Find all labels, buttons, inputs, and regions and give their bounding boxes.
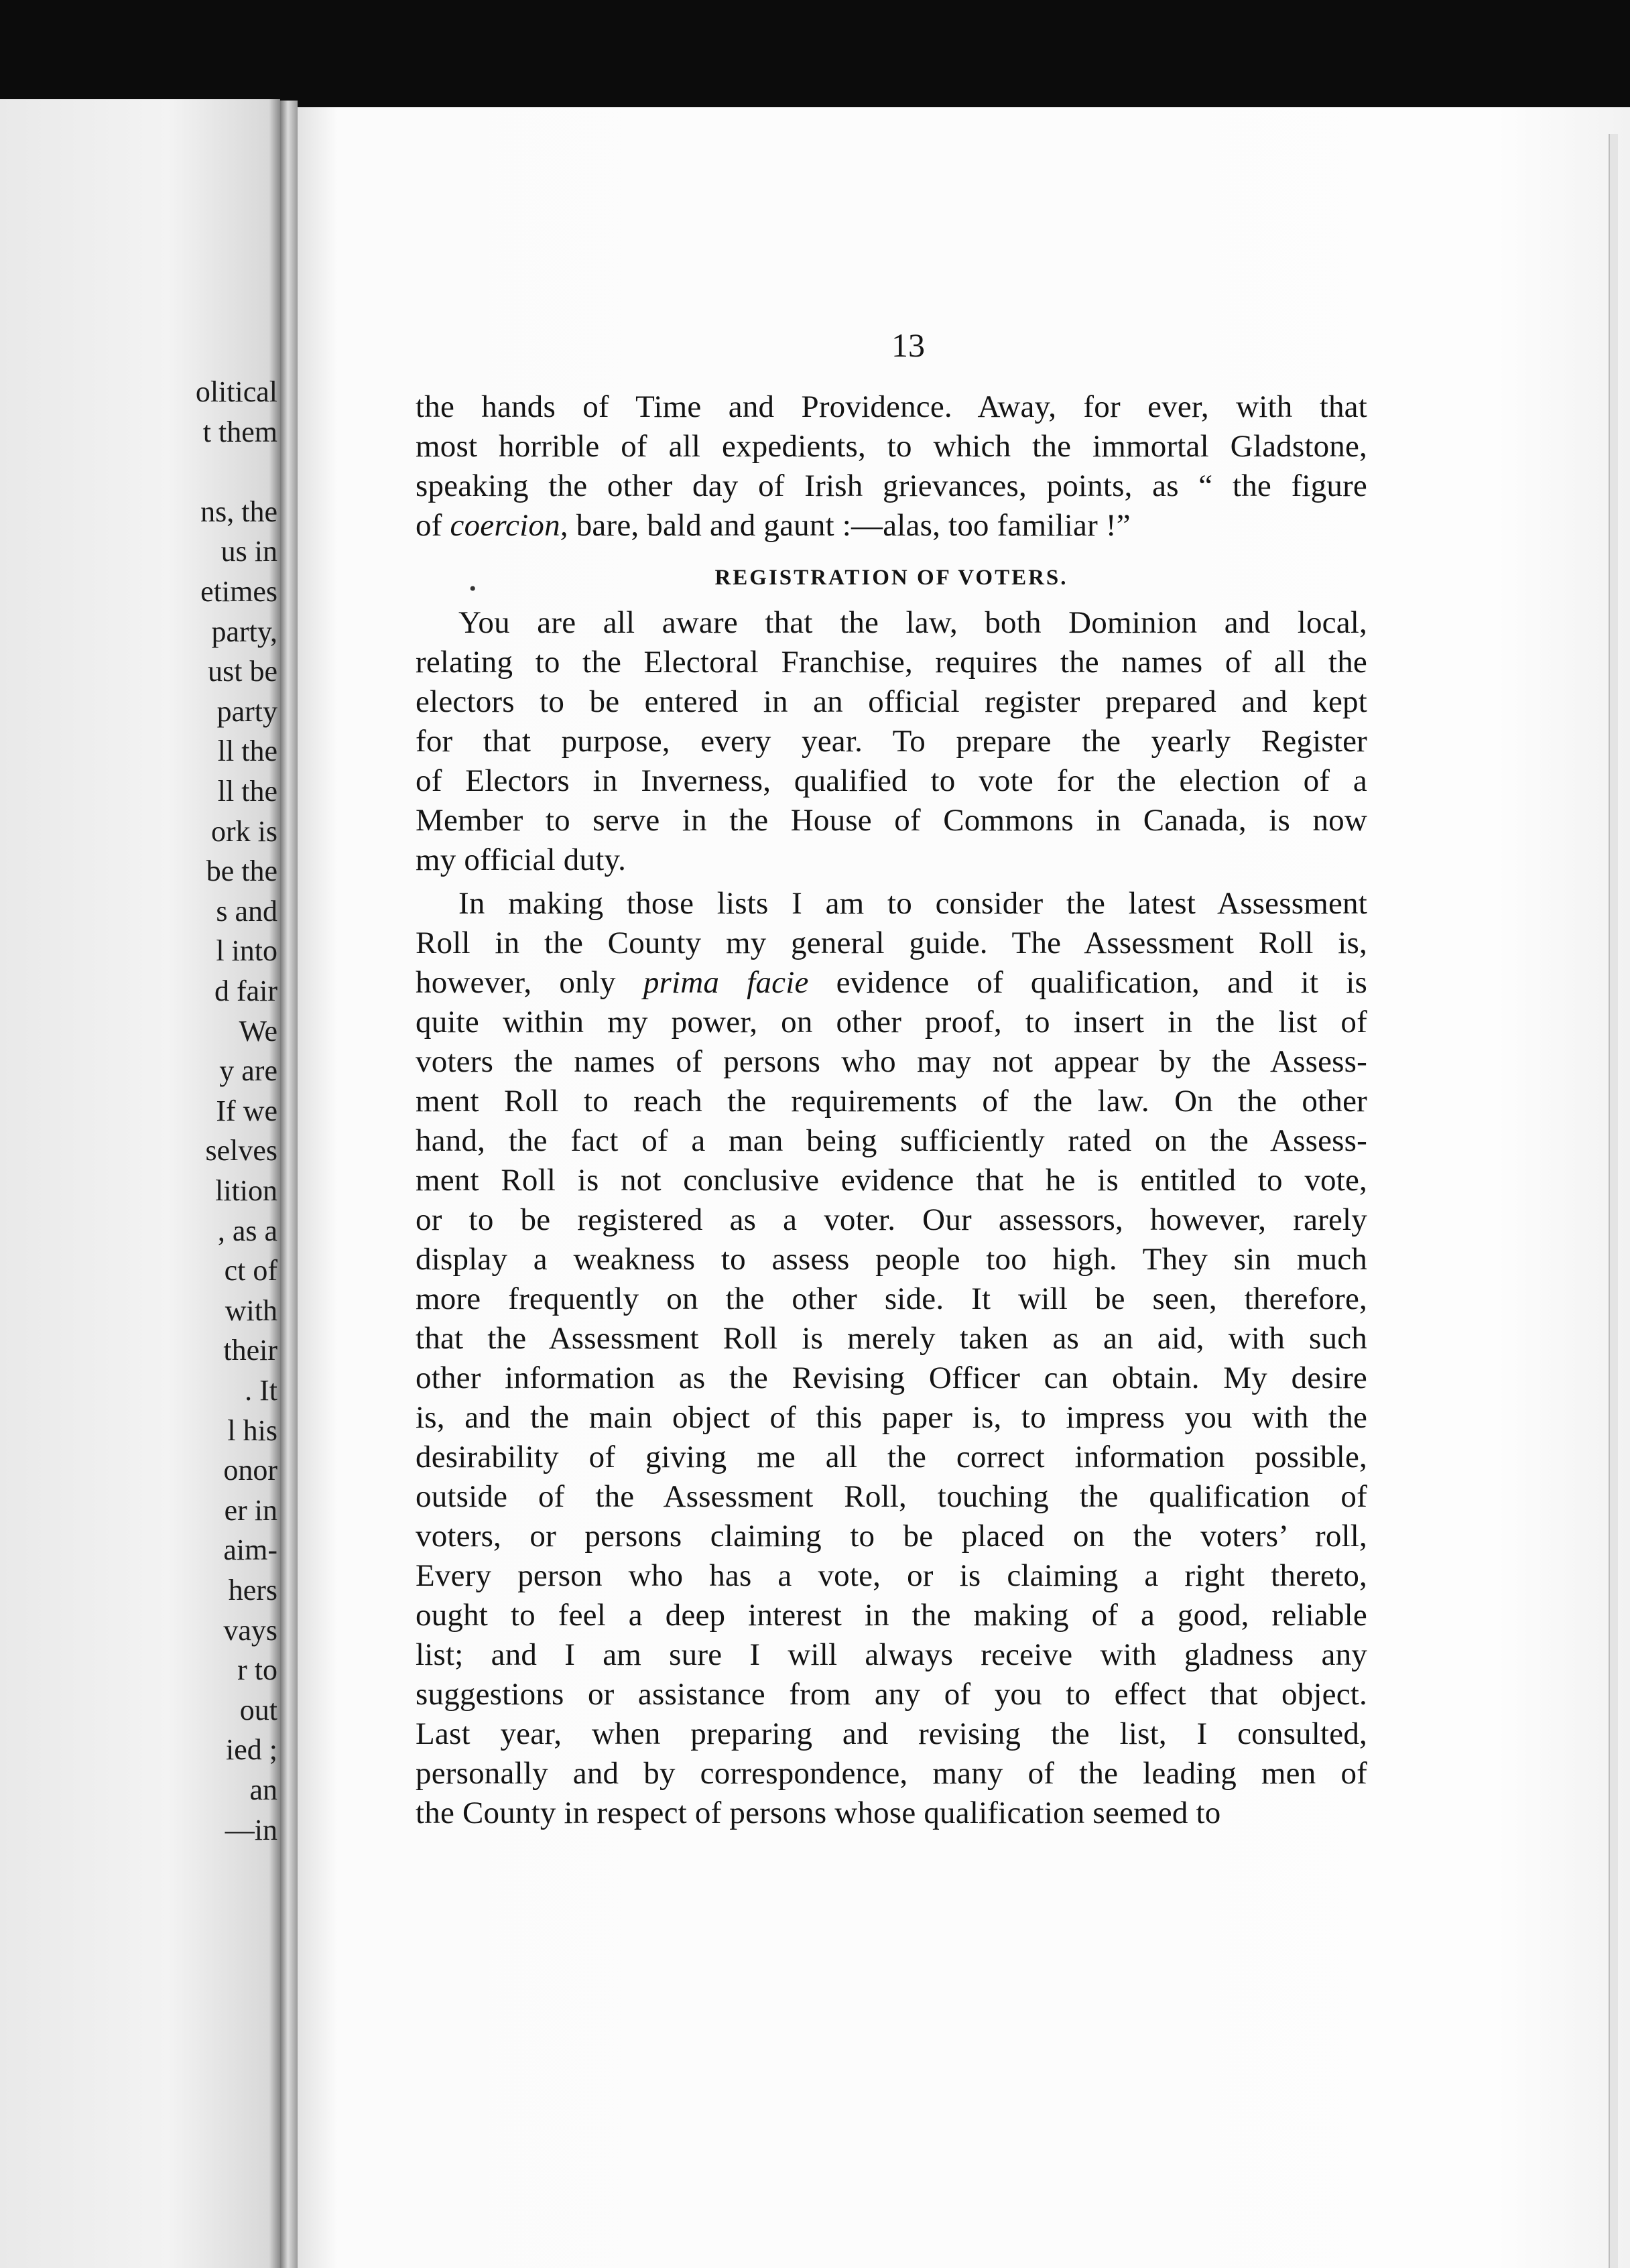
facing-page-fragment: olitical xyxy=(195,375,277,408)
facing-page-fragment: r to xyxy=(237,1653,277,1687)
facing-page-fragment: ct of xyxy=(224,1254,277,1287)
text-line: hand, the fact of a man being sufficiently rated on the Assess- xyxy=(416,1123,1367,1158)
text-line: suggestions or assistance from any of you to effect that object. xyxy=(416,1677,1367,1712)
text-line: of coercion, bare, bald and gaunt :—alas, too familiar !” xyxy=(416,508,1131,543)
facing-page-fragment: s and xyxy=(216,894,277,928)
text-line: Member to serve in the House of Commons in Canada, is now xyxy=(416,803,1367,838)
page-edge xyxy=(1609,134,1618,2268)
facing-page-fragment: d fair xyxy=(214,974,277,1007)
text-line: however, only prima facie evidence of qualification, and it is xyxy=(416,965,1367,1000)
text-line: You are all aware that the law, both Dominion and local, xyxy=(458,605,1367,640)
facing-page-fragment: hers xyxy=(228,1574,277,1606)
text-line: speaking the other day of Irish grievances, points, as “ the figure xyxy=(416,468,1367,503)
facing-page-fragment: y are xyxy=(219,1054,277,1088)
section-heading: REGISTRATION OF VOTERS. xyxy=(714,566,1068,590)
facing-page-fragment: out xyxy=(239,1693,277,1726)
text-line: voters the names of persons who may not appear by the Assess- xyxy=(416,1044,1367,1079)
book-gutter xyxy=(280,101,298,2268)
text-line: my official duty. xyxy=(416,842,627,877)
text-line: Last year, when preparing and revising the list, I consulted, xyxy=(416,1716,1367,1751)
text-line: of Electors in Inverness, qualified to vote for the election of a xyxy=(416,763,1367,798)
facing-page-fragment: an xyxy=(249,1773,277,1806)
facing-page-fragment: onor xyxy=(223,1454,277,1487)
text-line: Roll in the County my general guide. The Assessment Roll is, xyxy=(416,926,1367,960)
facing-page-fragment: ll the xyxy=(217,775,277,808)
text-line: relating to the Electoral Franchise, requires the names of all the xyxy=(416,645,1367,680)
facing-page-fragment: aim- xyxy=(223,1533,277,1567)
text-line: other information as the Revising Officer can obtain. My desire xyxy=(416,1361,1367,1395)
text-line: outside of the Assessment Roll, touching the qualification of xyxy=(416,1479,1367,1514)
text-line: In making those lists I am to consider the latest Assessment xyxy=(458,886,1367,921)
text-line: most horrible of all expedients, to which the immortal Gladstone, xyxy=(416,429,1367,464)
facing-page-fragment: their xyxy=(223,1334,277,1367)
text-line: list; and I am sure I will always receive with gladness any xyxy=(416,1637,1367,1672)
text-line: voters, or persons claiming to be placed on the voters’ roll, xyxy=(416,1519,1367,1554)
text-line: ment Roll is not conclusive evidence that he is entitled to vote, xyxy=(416,1163,1367,1198)
facing-page-fragment: ll the xyxy=(217,735,277,768)
facing-page-fragment: be the xyxy=(206,855,277,888)
text-line: that the Assessment Roll is merely taken as an aid, with such xyxy=(416,1321,1367,1356)
facing-page-fragment: —in xyxy=(225,1813,277,1846)
facing-page-fragment: ns, the xyxy=(200,495,277,528)
facing-page-fragment: selves xyxy=(205,1134,277,1168)
facing-page-fragment: ied ; xyxy=(226,1733,277,1767)
facing-page-fragment: , as a xyxy=(217,1214,277,1247)
facing-page-left xyxy=(0,99,280,2268)
facing-page-fragment: ust be xyxy=(208,655,277,688)
text-line: for that purpose, every year. To prepare the yearly Register xyxy=(416,724,1367,759)
page-number: 13 xyxy=(891,326,925,364)
facing-page-fragment: t them xyxy=(202,415,277,448)
facing-page-fragment: party xyxy=(216,694,277,728)
facing-page-fragment: vays xyxy=(223,1613,277,1647)
facing-page-fragment: party, xyxy=(211,615,277,648)
text-line: quite within my power, on other proof, to insert in the list of xyxy=(416,1005,1367,1040)
text-line: ment Roll to reach the requirements of the law. On the other xyxy=(416,1084,1367,1119)
text-line: Every person who has a vote, or is claiming a right thereto, xyxy=(416,1558,1367,1593)
scan-speck: • xyxy=(469,578,477,600)
text-line: ought to feel a deep interest in the making of a good, reliable xyxy=(416,1598,1367,1633)
facing-page-fragment: er in xyxy=(224,1493,277,1527)
facing-page-fragment: with xyxy=(225,1294,277,1327)
facing-page-fragment: We xyxy=(239,1014,277,1048)
text-line: more frequently on the other side. It will be seen, therefore, xyxy=(416,1281,1367,1316)
text-line: the hands of Time and Providence. Away, for ever, with that xyxy=(416,389,1367,424)
facing-page-fragment: If we xyxy=(216,1094,277,1127)
facing-page-fragment: us in xyxy=(221,535,277,568)
facing-page-fragment: etimes xyxy=(200,575,277,608)
facing-page-fragment: l into xyxy=(216,934,277,968)
text-line: electors to be entered in an official register prepared and kept xyxy=(416,684,1367,719)
text-line: or to be registered as a voter. Our assessors, however, rarely xyxy=(416,1202,1367,1237)
text-line: is, and the main object of this paper is, to impress you with the xyxy=(416,1400,1367,1435)
text-line: personally and by correspondence, many of the leading men of xyxy=(416,1756,1367,1791)
text-line: desirability of giving me all the correct information possible, xyxy=(416,1440,1367,1474)
text-line: display a weakness to assess people too high. They sin much xyxy=(416,1242,1367,1277)
facing-page-fragment: l his xyxy=(227,1413,277,1447)
facing-page-fragment: ork is xyxy=(211,814,277,848)
facing-page-fragment: . It xyxy=(245,1374,277,1407)
text-line: the County in respect of persons whose qualification seemed to xyxy=(416,1796,1221,1830)
facing-page-fragment: lition xyxy=(215,1174,277,1207)
